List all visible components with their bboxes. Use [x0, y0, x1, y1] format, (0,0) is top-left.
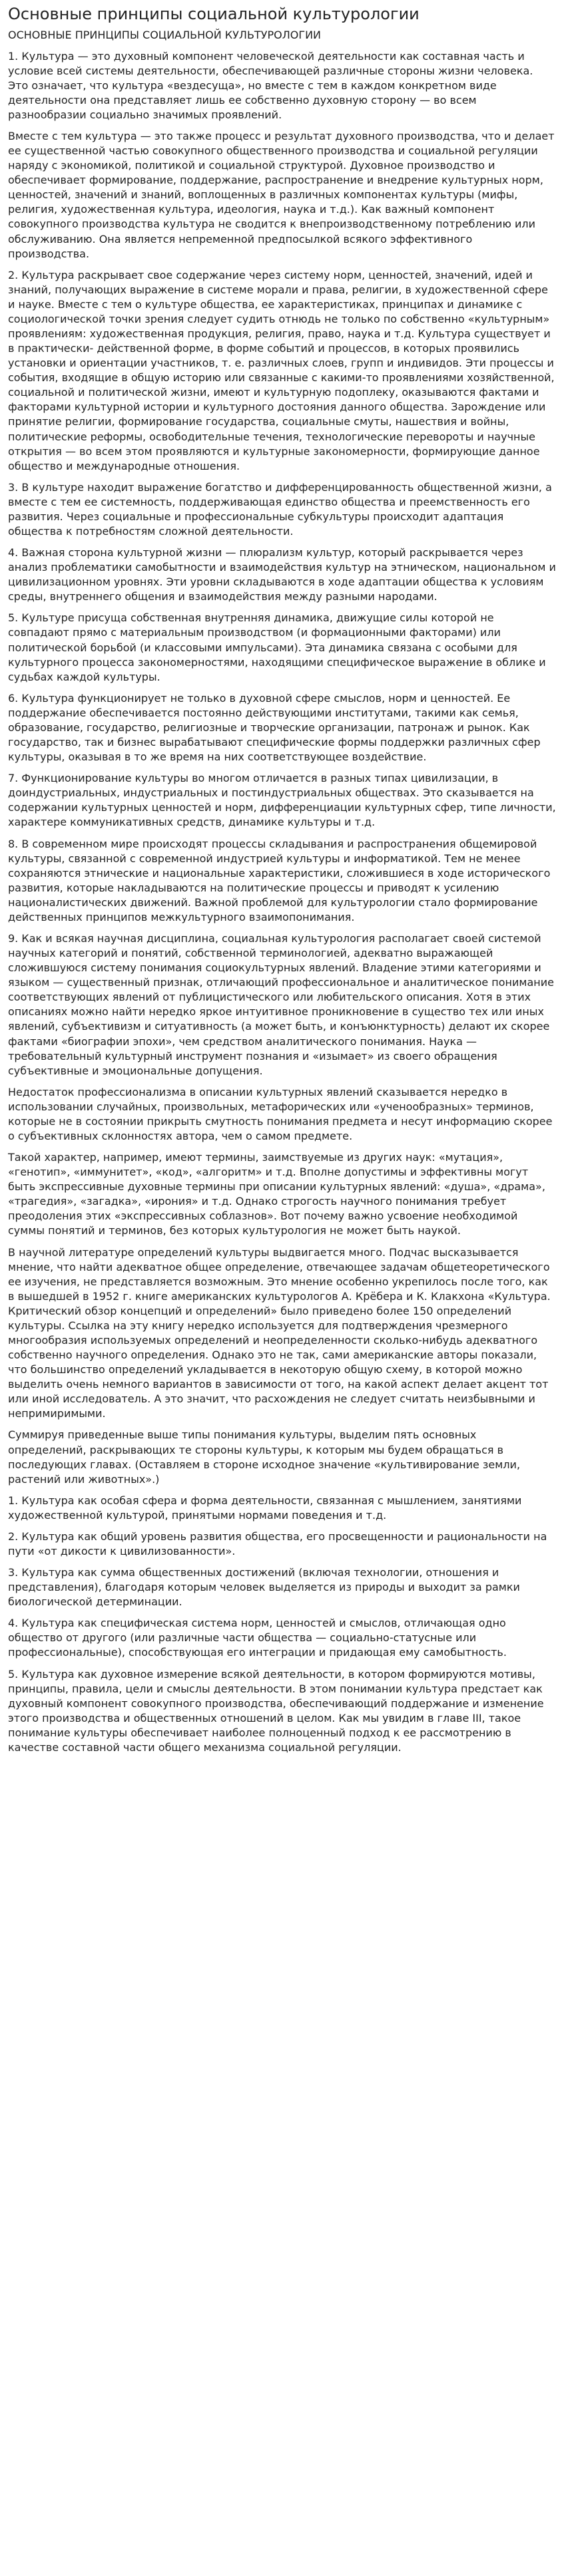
paragraph-summary: Суммируя приведенные выше типы понимания культуры, выделим пять основных определений, раскрывающих те стороны культуры, к которым мы будем обращаться в последующих главах. (Оставляем в стороне исходное значение «культивирование земли, растений или животных».) — [8, 1428, 521, 1486]
page-title: Основные принципы социальной культурологии — [8, 5, 420, 23]
paragraph-principle-7: 7. Функционирование культуры во многом отличается в разных типах цивилизации, в доиндустриальных, индустриальных и постиндустриальных обществах. Это сказывается на содержании культурных ценностей и норм, дифференциации культурных сфер, типе личности, характере коммуникативных средств, динамике культуры и т.д. — [8, 772, 556, 829]
definition-item-5: 5. Культура как духовное измерение всякой деятельности, в котором формируются мотивы, принципы, правила, цели и смыслы деятельности. В этом понимании культура предстает как духовный компонент совокупного производства, обеспечивающий поддержание и изменение этого производства и общественных отношений в целом. Как мы увидим в главе III, такое понимание культуры обеспечивает наиболее полноценный подход к ее рассмотрению в качестве составной части общего механизма социальной регуляции. — [8, 1667, 544, 1754]
paragraph-principle-6: 6. Культура функционирует не только в духовной сфере смыслов, норм и ценностей. Ее поддержание обеспечивается постоянно действующими институтами, такими как семья, образование, государство, религиозные и творческие организации, патронаж и рынок. Как государство, так и бизнес вырабатывают специфические формы поддержки различных сфер культуры, оказывая в то же время на них соответствующее воздействие. — [8, 691, 541, 764]
paragraph-definitions-literature: В научной литературе определений культуры выдвигается много. Подчас высказывается мнение, что найти адекватное общее определение, отвечающее задачам общетеоретического ее изучения, не представляется возможным. Это мнение особенно укрепилось после того, как в вышедшей в 1952 г. книге американских культурологов А. Крёбера и К. Клакхона «Культура. Критический обзор концепций и определений» было приведено более 150 определений культуры. Ссылка на эту книгу нередко используется для подтверждения чрезмерного многообразия используемых определений и неопределенности сколько-нибудь адекватного собственно научного определения. Однако это не так, сами американские авторы показали, что большинство определений укладывается в некоторую общую схему, в которой можно выделить очень немного вариантов в зависимости от того, на какой аспект делает акцент тот или иной исследователь. А это значит, что расхождения не следует считать неизбывными и непримиримыми. — [8, 1245, 551, 1420]
paragraph-professionalism: Недостаток профессионализма в описании культурных явлений сказывается нередко в использовании случайных, произвольных, метафорических или «ученообразных» терминов, которые не в состоянии прикрыть смутность понимания предмета и несут информацию скорее о субъективных склонностях автора, чем о самом предмете. — [8, 1085, 553, 1142]
paragraph-production: Вместе с тем культура — это также процесс и результат духовного производства, что и делает ее существенной частью совокупного общественного производства и социальной регуляции наряду с экономикой, политикой и социальной структурой. Духовное производство и обеспечивает формирование, поддержание, распространение и внедрение культурных норм, ценностей, значений и знаний, воплощенных в различных компонентах культуры (мифы, религия, художественная культура, идеология, наука и т.д.). Как важный компонент совокупного производства культура не сводится к внепроизводственному потреблению или обслуживанию. Она является непременной предпосылкой всякого эффективного производства. — [8, 129, 555, 260]
paragraph-principle-5: 5. Культуре присуща собственная внутренняя динамика, движущие силы которой не совпадают прямо с материальным производством (и формационными факторами) или политической борьбой (и классовыми импульсами). Эта динамика связана с особыми для культурного процесса закономерностями, находящими специфическое выражение в облике и судьбах каждой культуры. — [8, 611, 546, 683]
definition-item-1: 1. Культура как особая сфера и форма деятельности, связанная с мышлением, занятиями художественной культурой, принятыми нормами поведения и т.д. — [8, 1494, 522, 1522]
paragraph-principle-2: 2. Культура раскрывает свое содержание через систему норм, ценностей, значений, идей и знаний, получающих выражение в системе морали и права, религии, в художественной сфере и науке. Вместе с тем о культуре общества, ее характеристиках, принципах и динамике с социологической точки зрения следует судить отнюдь не только по собственно «культурным» проявлениям: художественная продукция, религия, право, наука и т.д. Культура существует и в практически- действенной форме, в форме событий и процессов, в которых проявились установки и ориентации участников, т. е. различных слоев, групп и индивидов. Эти процессы и события, входящие в общую историю или связанные с какими-то проявлениями хозяйственной, социальной и политической жизни, имеют и культурную подоплеку, оказываются фактами и факторами культурной истории и культурного достояния данного общества. Зарождение или принятие религии, формирование государства, социальные смуты, нашествия и войны, политические реформы, освободительные течения, технологические перевороты и научные открытия — во всем этом проявляются и культурные закономерности, формирующие данное общество и международные отношения. — [8, 268, 555, 472]
article-subtitle: ОСНОВНЫЕ ПРИНЦИПЫ СОЦИАЛЬНОЙ КУЛЬТУРОЛОГИИ — [8, 29, 322, 41]
paragraph-principle-4: 4. Важная сторона культурной жизни — плюрализм культур, который раскрывается через анализ проблематики самобытности и взаимодействия культур на этническом, национальном и цивилизационном уровнях. Эти уровни складываются в ходе адаптации общества к условиям среды, внутреннего общения и взаимодействия между разными народами. — [8, 546, 556, 603]
paragraph-principle-3: 3. В культуре находит выражение богатство и дифференцированность общественной жизни, а вместе с тем ее системность, поддерживающая единство общества и преемственность его развития. Через социальные и профессиональные субкультуры происходит адаптация общества к потребностям сложной деятельности. — [8, 480, 552, 538]
paragraph-terms: Такой характер, например, имеют термины, заимствуемые из других наук: «мутация», «генотип», «иммунитет», «код», «алгоритм» и т.д. Вполне допустимы и эффективны могут быть экспрессивные духовные термины при описании культурных явлений: «душа», «драма», «трагедия», «загадка», «ирония» и т.д. Однако строгость научного понимания требует преодоления этих «экспрессивных соблазнов». Вот почему важно усвоение необходимой суммы понятий и терминов, без которых культурология не может быть наукой. — [8, 1151, 545, 1237]
paragraph-principle-1: 1. Культура — это духовный компонент человеческой деятельности как составная часть и условие всей системы деятельности, обеспечивающей различные стороны жизни человека. Это означает, что культура «вездесуща», но вместе с тем в каждом конкретном виде деятельности она представляет лишь ее собственно духовную сторону — во всем разнообразии социально значимых проявлений. — [8, 49, 533, 121]
definition-item-2: 2. Культура как общий уровень развития общества, его просвещенности и рациональности на пути «от дикости к цивилизованности». — [8, 1530, 547, 1558]
paragraph-principle-9: 9. Как и всякая научная дисциплина, социальная культурология располагает своей системой научных категорий и понятий, собственной терминологией, адекватно выражающей сложившуюся систему понимания социокультурных явлений. Владение этими категориями и языком — существенный признак, отличающий профессиональное и аналитическое понимание соответствующих явлений от публицистического или любительского описания. Хотя в этих описаниях можно найти нередко яркое интуитивное проникновение в существо тех или иных явлений, субъективизм и ситуативность (а может быть, и конъюнктурность) делают их скорее фактами «биографии эпохи», чем средством аналитического понимания. Наука — требовательный культурный инструмент познания и «изымает» из своего обращения субъективные и эмоциональные допущения. — [8, 931, 554, 1077]
definitions-list — [8, 1494, 556, 1755]
article-body — [8, 49, 556, 1487]
definition-item-3: 3. Культура как сумма общественных достижений (включая технологии, отношения и представления), благодаря которым человек выделяется из природы и выходит за рамки биологической детерминации. — [8, 1566, 520, 1609]
paragraph-principle-8: 8. В современном мире происходят процессы складывания и распространения общемировой культуры, связанной с современной индустрией культуры и информатикой. Тем не менее сохраняются этнические и национальные характеристики, сложившиеся в ходе исторического развития, которые накладываются на политические процессы и приводят к усилению националистических движений. Важной проблемой для культурологии стало формирование действенных принципов межкультурного взаимопонимания. — [8, 837, 551, 923]
definition-item-4: 4. Культура как специфическая система норм, ценностей и смыслов, отличающая одно общество от другого (или различные части общества — социально-статусные или профессиональные), способствующая его интеграции и придающая ему самобытность. — [8, 1617, 507, 1659]
